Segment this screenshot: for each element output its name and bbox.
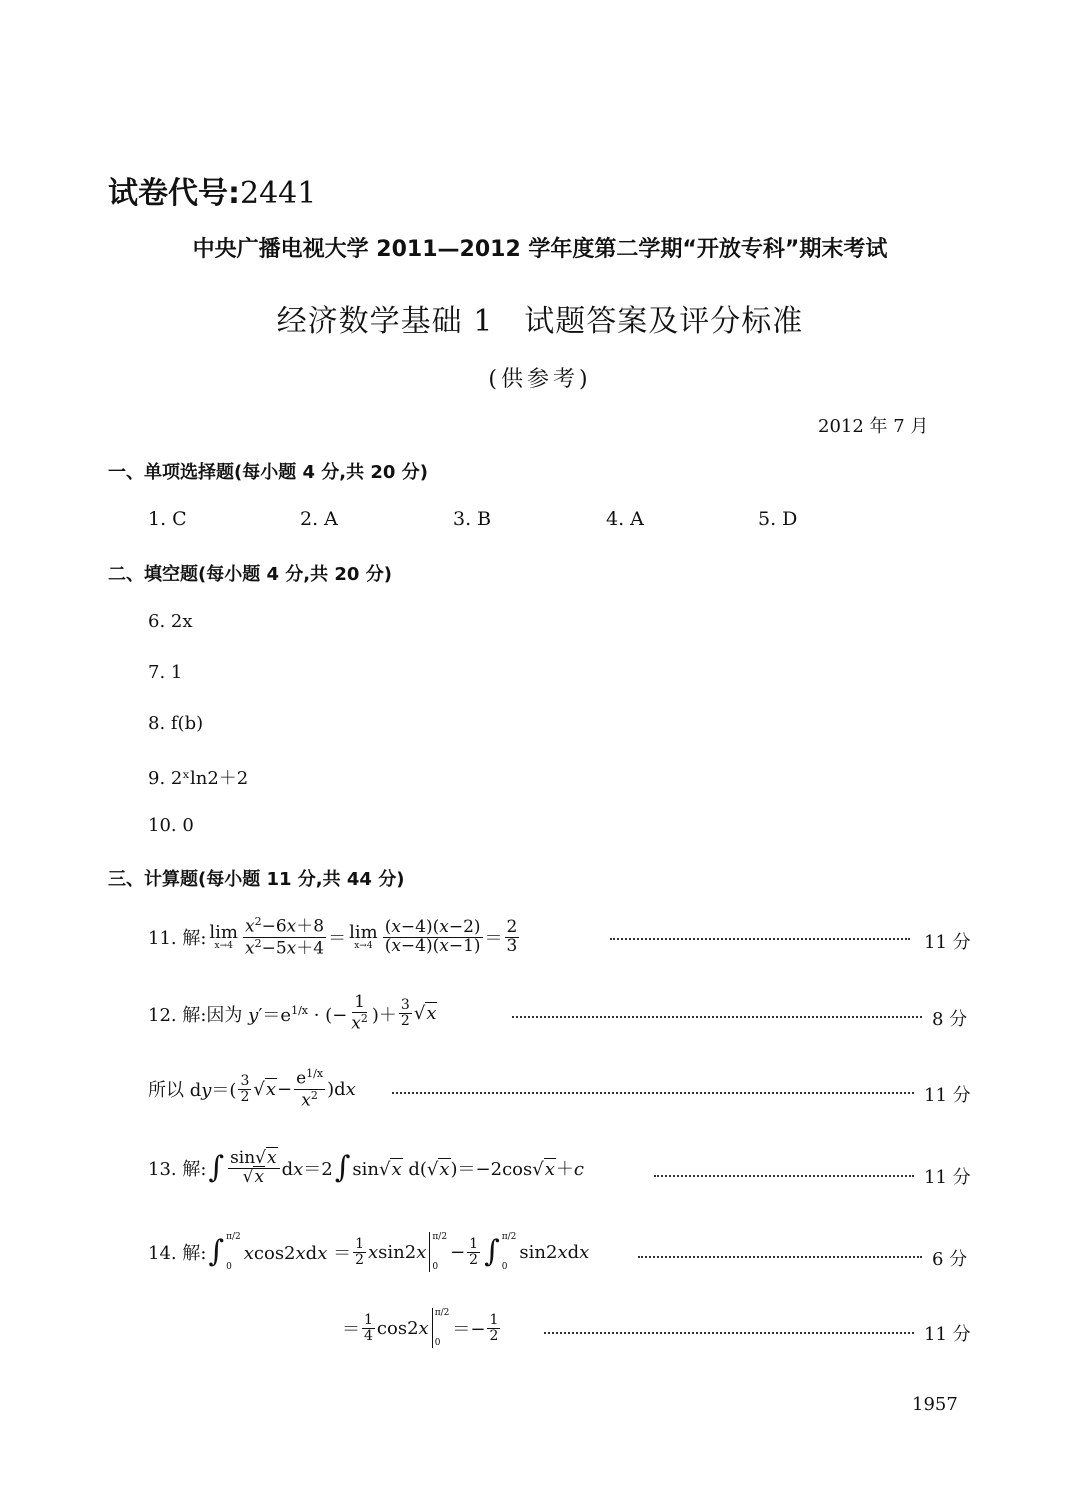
- q14-score-1: 6 分: [932, 1249, 968, 1270]
- page-subtitle: (供参考): [488, 367, 592, 392]
- answer-9: 9. 2ˣln2＋2: [148, 768, 249, 789]
- q12-score-1: 8 分: [932, 1009, 968, 1030]
- fraction: $\frac{1}{2}$: [489, 1311, 499, 1344]
- answer-6: 6. 2x: [148, 611, 193, 632]
- limit-symbol: lim x→4: [349, 921, 378, 951]
- fraction: $\frac{e^{1/x}}{x^2}$: [296, 1067, 324, 1111]
- page-number: 1957: [912, 1394, 958, 1415]
- exam-code-value: 2441: [240, 176, 317, 211]
- dot-leader: [512, 1016, 922, 1018]
- answer-7: 7. 1: [148, 662, 183, 683]
- fraction: $\frac{3}{2}$: [400, 997, 410, 1030]
- answer-1: 1. C: [148, 508, 187, 530]
- fraction: $\frac{1}{2}$: [355, 1235, 365, 1268]
- dot-leader: [638, 1256, 922, 1258]
- q12-step2: 所以 dy＝( $\frac{3}{2}$ √x− $\frac{e^{1/x}}{x^2}$ )dx: [148, 1067, 356, 1111]
- section3-heading: 三、计算题(每小题 11 分,共 44 分): [108, 869, 405, 890]
- answer-4: 4. A: [606, 508, 644, 530]
- q11-prefix: 11. 解:: [148, 928, 207, 949]
- fraction: $\frac{(x-4)(x-2)}{(x-4)(x-1)}$: [384, 916, 481, 956]
- fraction: $\frac{1}{x^2}$: [351, 992, 368, 1034]
- q13-score: 11 分: [924, 1167, 971, 1188]
- q12-prefix: 12. 解:因为: [148, 1004, 243, 1026]
- dot-leader: [654, 1175, 914, 1177]
- limit-symbol: lim x→4: [209, 921, 239, 951]
- q12-conclusion-prefix: 所以: [148, 1080, 184, 1101]
- exam-header: 中央广播电视大学 2011—2012 学年度第二学期“开放专科”期末考试: [192, 237, 888, 262]
- q13-prefix: 13. 解:: [148, 1159, 207, 1181]
- section1-heading: 一、单项选择题(每小题 4 分,共 20 分): [108, 462, 428, 483]
- q13-solution: 13. 解: ∫ $\frac{\sin√x}{√x}$ dx＝2 ∫ sin√x d(√x)＝−2cos√x＋c: [148, 1148, 584, 1187]
- q11-solution: 11. 解: lim x→4 $\frac{x^2-6x+8}{x^2-5x+4}$ ＝ lim x→4 $\frac{(x-4)(x-2)}{(x-4)(x-1)}$ ＝ $\frac{2}{3}$: [148, 915, 518, 959]
- fraction: $\frac{1}{2}$: [469, 1235, 479, 1268]
- section2-heading: 二、填空题(每小题 4 分,共 20 分): [108, 564, 392, 585]
- fraction: $\frac{1}{4}$: [364, 1311, 373, 1344]
- fraction: $\frac{2}{3}$: [506, 916, 518, 956]
- dot-leader: [544, 1332, 914, 1334]
- q14-step1: 14. 解: ∫ π/2 0 xcos2xdx ＝ $\frac{1}{2}$ xsin2x π/2 0 − $\frac{1}{2}$ ∫ π/2 0 sin2xdx: [148, 1232, 590, 1272]
- q11-score: 11 分: [924, 932, 971, 953]
- q14-step2: ＝ $\frac{1}{4}$ cos2x π/2 0 ＝− $\frac{1}{2}$: [342, 1308, 499, 1348]
- q12-step1: 12. 解:因为 $y'=e^{1/x}$ · (− $\frac{1}{x^2}$ )＋ $\frac{3}{2}$ √x: [148, 992, 437, 1034]
- fraction: $\frac{3}{2}$: [240, 1072, 250, 1105]
- dot-leader: [610, 938, 910, 940]
- dot-leader: [392, 1092, 914, 1094]
- exam-code-label: 试卷代号: [108, 176, 228, 211]
- answer-3: 3. B: [453, 508, 492, 530]
- exam-code: 试卷代号:2441: [108, 176, 317, 211]
- q14-prefix: 14. 解:: [148, 1243, 207, 1264]
- page-title: 经济数学基础 1 试题答案及评分标准: [276, 304, 804, 339]
- answer-5: 5. D: [758, 508, 798, 530]
- exam-date: 2012 年 7 月: [818, 416, 929, 437]
- answer-2: 2. A: [300, 508, 338, 530]
- fraction: $\frac{x^2-6x+8}{x^2-5x+4}$: [245, 915, 325, 959]
- q12-score-2: 11 分: [924, 1085, 971, 1106]
- answer-8: 8. f(b): [148, 713, 204, 734]
- answer-10: 10. 0: [148, 815, 194, 836]
- q14-score-2: 11 分: [924, 1324, 971, 1345]
- fraction: $\frac{\sin√x}{√x}$: [228, 1150, 280, 1187]
